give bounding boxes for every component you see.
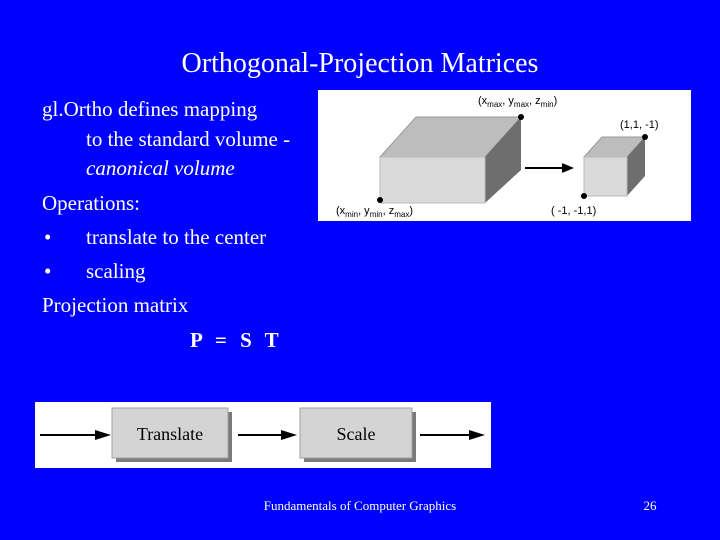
text-line-canonical-volume: canonical volume [86, 156, 235, 180]
text-line-operations: Operations: [42, 191, 140, 215]
small-cube-front-face [584, 157, 627, 196]
large-box-front-face [380, 157, 485, 203]
transform-pipeline-diagram [35, 402, 491, 468]
label-max-corner: ($x_{max}$, $y_{max}$, $z_{min}$) [478, 95, 558, 109]
text-line-standard-volume: to the standard volume - [86, 127, 291, 151]
projection-formula: P = S T [190, 328, 283, 352]
page-number: 26 [643, 498, 657, 513]
transform-pipeline-figure [35, 402, 491, 468]
footer-text: Fundamentals of Computer Graphics [263, 498, 457, 513]
label-canonical-max: (1,1, -1) [620, 119, 659, 131]
pipeline-middle-arrow-head [281, 430, 297, 440]
pipeline-output-arrow-head [469, 430, 485, 440]
max-corner-point [518, 114, 524, 120]
slide-title: Orthogonal-Projection Matrices [181, 48, 539, 79]
pipeline-input-arrow-head [95, 430, 111, 440]
mapping-arrow-head [562, 163, 574, 173]
canonical-max-point [642, 134, 648, 140]
translate-label: Translate [136, 424, 204, 444]
canonical-volume-figure [318, 90, 691, 221]
bullet-icon: • [44, 259, 52, 283]
min-corner-point [377, 197, 383, 203]
canonical-min-point [581, 193, 587, 199]
canonical-volume-diagram [318, 90, 691, 221]
label-min-corner: ($x_{min}$, $y_{min}$, $z_{max}$) [336, 205, 413, 219]
text-line-glortho: gl.Ortho defines mapping [42, 97, 258, 121]
bullet-item-scaling: scaling [86, 259, 146, 283]
bullet-icon: • [44, 225, 52, 249]
scale-label: Scale [336, 424, 376, 444]
text-line-projection-matrix: Projection matrix [42, 293, 189, 317]
label-canonical-min: ( -1, -1,1) [551, 205, 597, 217]
bullet-item-translate: translate to the center [86, 225, 267, 249]
